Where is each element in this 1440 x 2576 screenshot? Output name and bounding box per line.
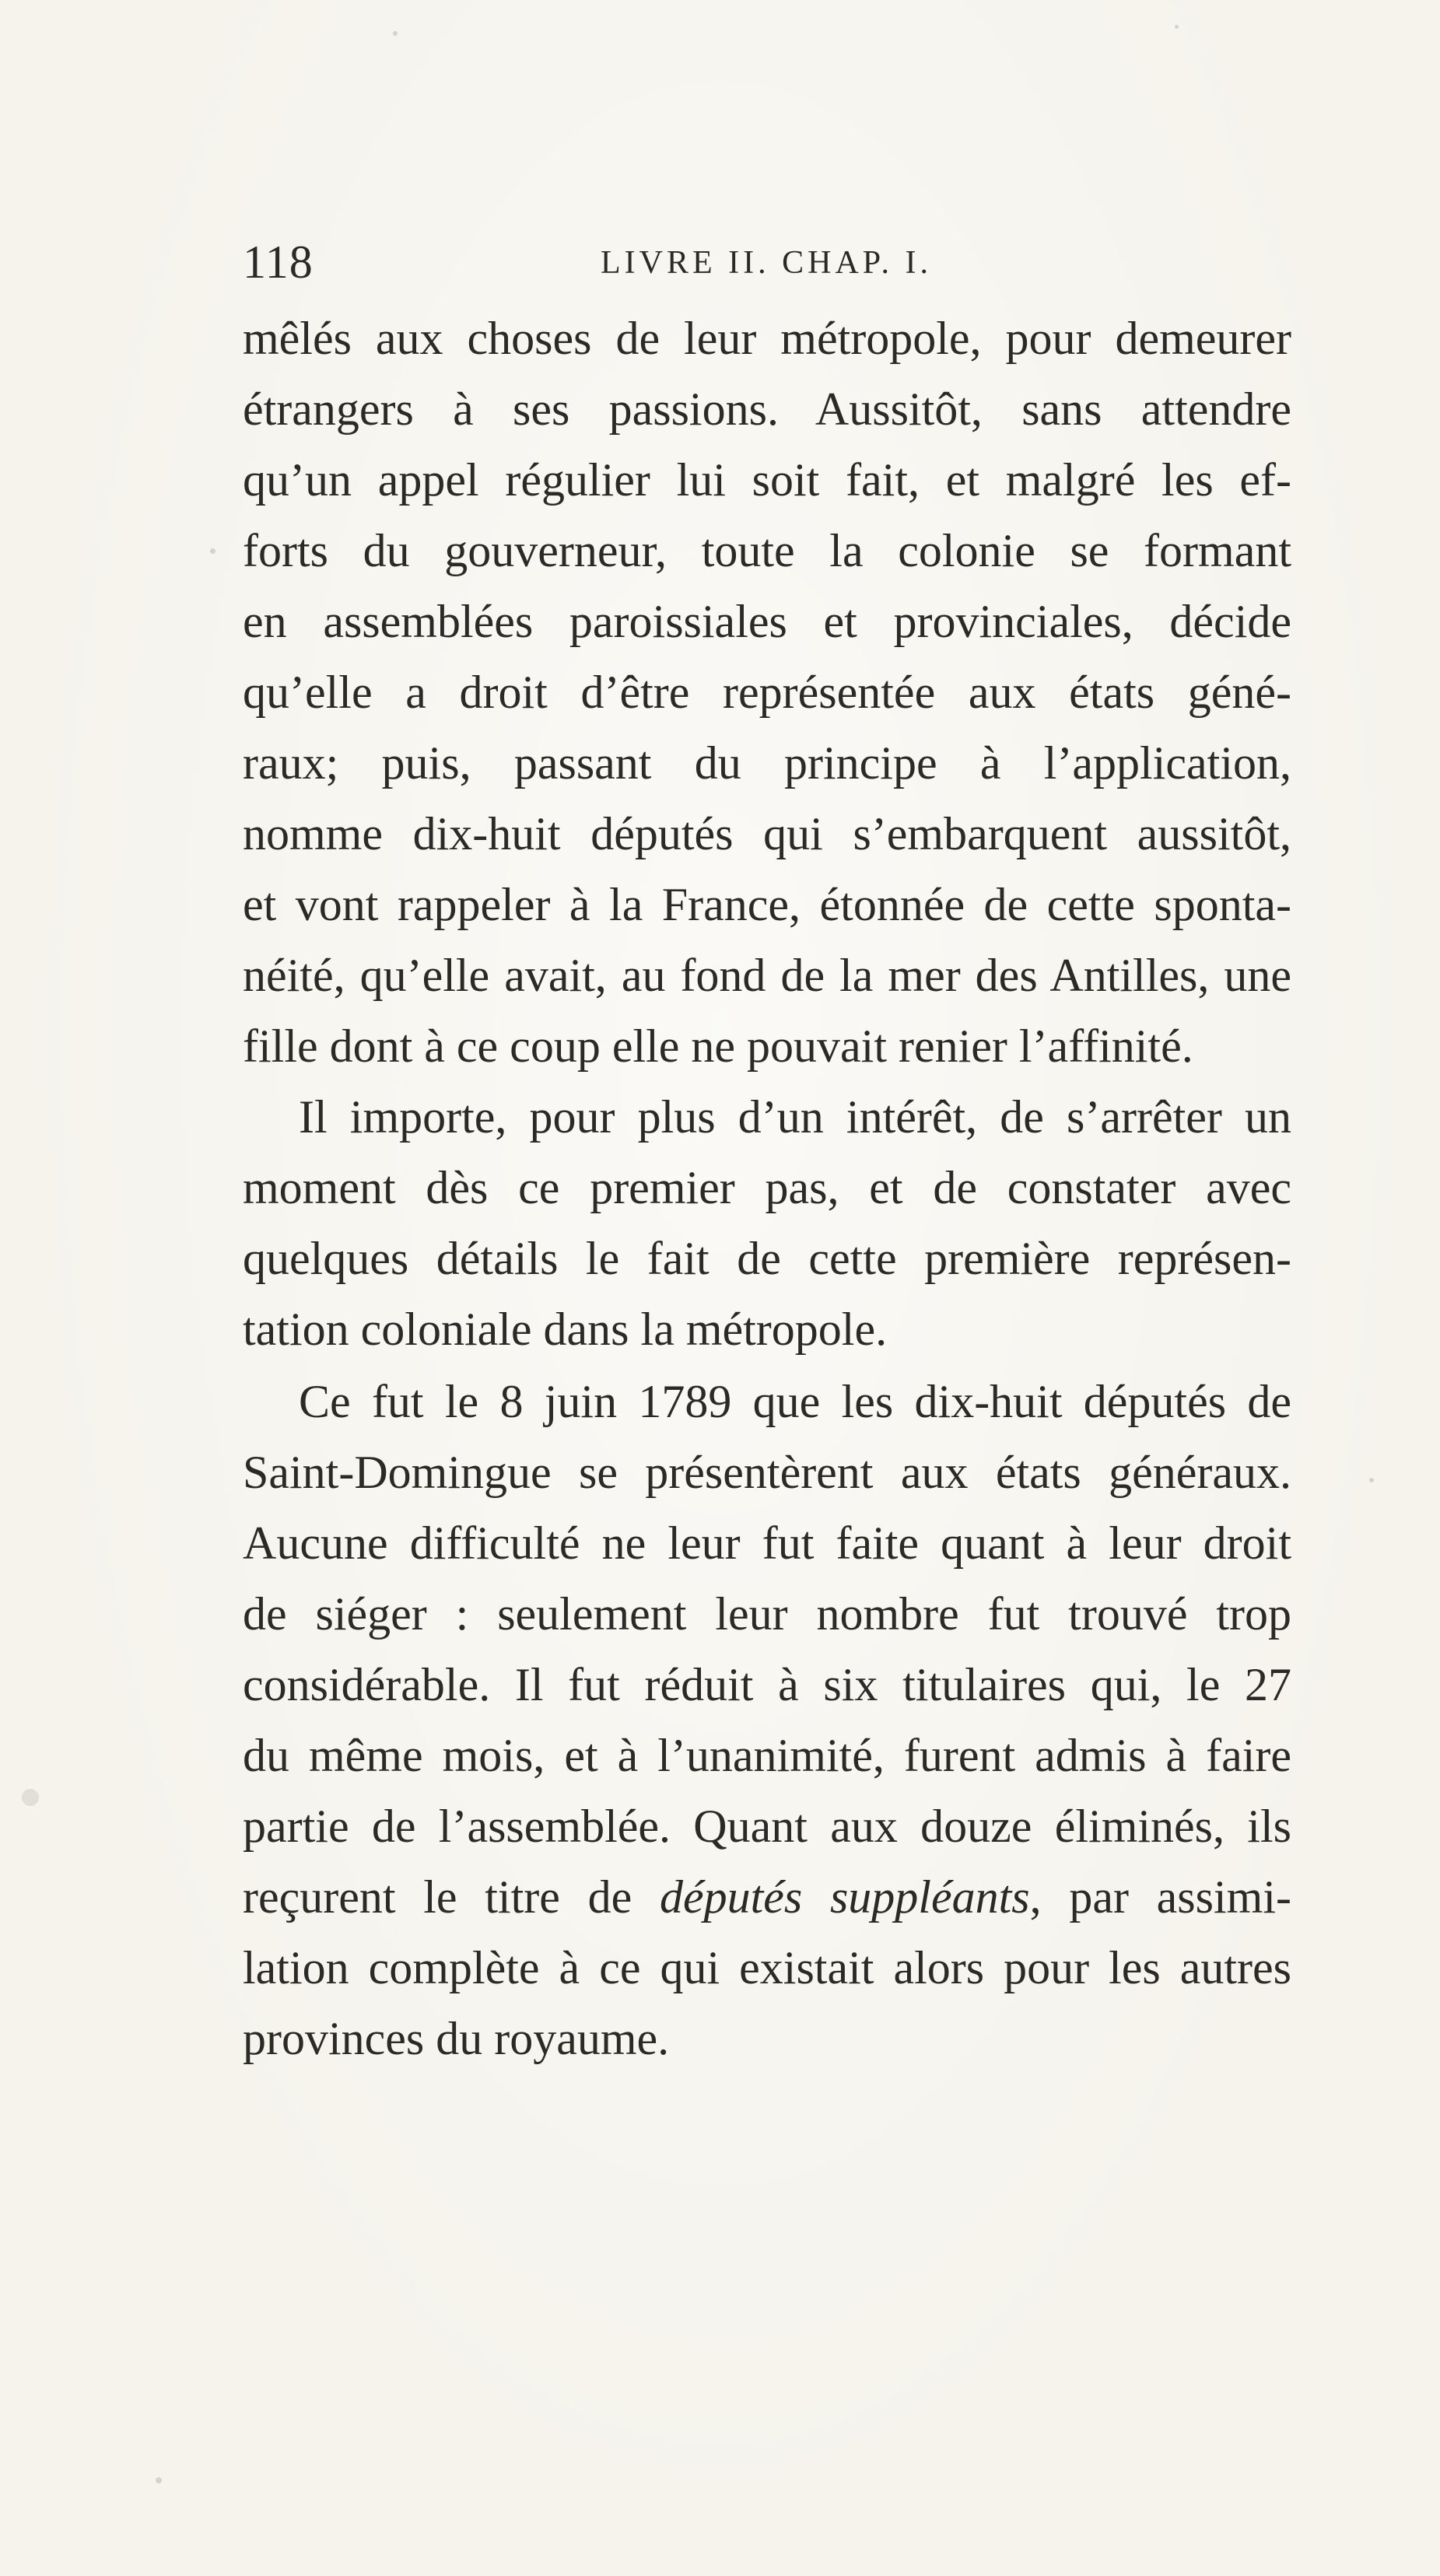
running-head: LIVRE II. CHAP. I. [601,245,932,281]
paper-speck [156,2477,162,2483]
text-line: qu’elle a droit d’être représentée aux états géné- [243,667,1291,718]
text-line: du même mois, et à l’unanimité, furent admis à faire [243,1730,1291,1781]
text-line: fille dont à ce coup elle ne pouvait renier l’affinité. [243,1020,1193,1072]
page-header [243,235,1291,289]
text-line: tation coloniale dans la métropole. [243,1304,888,1355]
text-line: forts du gouverneur, toute la colonie se formant [243,525,1291,576]
text-line: provinces du royaume. [243,2013,670,2064]
text-line: nomme dix-huit députés qui s’embarquent aussitôt, [243,808,1291,859]
text-line: et vont rappeler à la France, étonnée de cette sponta- [243,879,1291,930]
paper-speck [1369,1478,1374,1482]
paper-speck [210,548,215,554]
text-line: mêlés aux choses de leur métropole, pour demeurer [243,313,1291,364]
text-line: de siéger : seulement leur nombre fut trouvé trop [243,1588,1291,1640]
text-line: Ce fut le 8 juin 1789 que les dix-huit députés de [299,1376,1291,1427]
text-line: Aucune difficulté ne leur fut faite quant à leur droit [243,1517,1291,1569]
paper-speck [22,1789,39,1806]
text-line: en assemblées paroissiales et provinciales, décide [243,596,1291,647]
text-segment: reçurent le titre de [243,1871,632,1923]
paper-speck [1175,25,1179,29]
text-line: partie de l’assemblée. Quant aux douze éliminés, ils [243,1801,1291,1852]
text-segment: , par assimi- [1029,1871,1291,1923]
text-line: Saint-Domingue se présentèrent aux états généraux. [243,1447,1291,1498]
text-line [243,1862,1291,1933]
page-number: 118 [243,236,314,288]
italic-term: députés suppléants [659,1871,1030,1923]
text-line: quelques détails le fait de cette première représen- [243,1233,1291,1284]
text-line: lation complète à ce qui existait alors pour les autres [243,1942,1291,1993]
text-line: néité, qu’elle avait, au fond de la mer des Antilles, une [243,950,1291,1001]
text-line: moment dès ce premier pas, et de constater avec [243,1162,1291,1213]
text-line: qu’un appel régulier lui soit fait, et malgré les ef- [243,454,1291,506]
text-line: étrangers à ses passions. Aussitôt, sans attendre [243,383,1291,435]
body-text [243,303,1291,2074]
text-line: raux; puis, passant du principe à l’application, [243,737,1291,789]
text-line: considérable. Il fut réduit à six titulaires qui, le 27 [243,1659,1291,1710]
text-line: Il importe, pour plus d’un intérêt, de s’arrêter un [299,1091,1291,1143]
paper-speck [393,31,398,36]
